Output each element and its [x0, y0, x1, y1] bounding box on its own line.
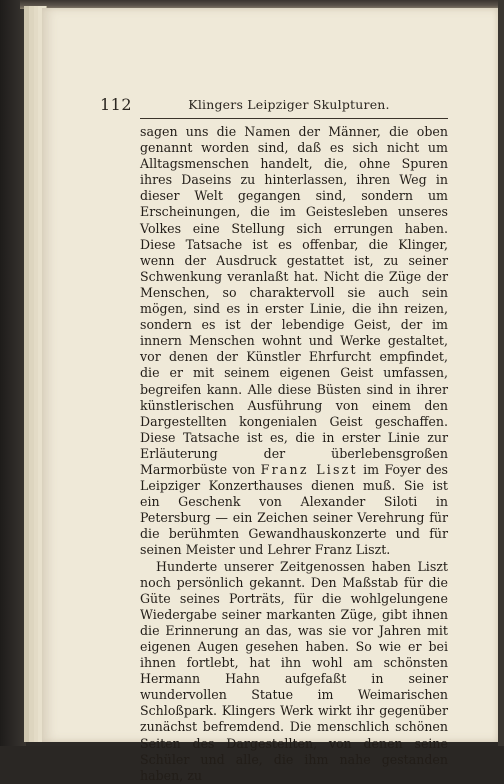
book-cover-right: [498, 0, 504, 746]
spaced-name: Franz Liszt: [260, 461, 358, 477]
running-head: Klingers Leipziger Skulpturen.: [188, 97, 390, 112]
page-number: 112: [100, 95, 133, 114]
body-text: [140, 124, 448, 784]
paragraph: Hunderte unserer Zeitgenossen haben Liszt noch persönlich gekannt. Den Maßstab für die Güte seines Porträts, für die wohlgelungene Wiedergabe seiner markanten Züge, gibt ihnen die Erinnerung an das, was sie vor Jahren mit eigenen Augen gesehen haben. So wie er bei ihnen fortlebt, hat ihn wohl am schönsten Hermann Hahn aufgefaßt in seiner wundervollen Statue im Weimarischen Schloßpark. Klingers Werk wirkt ihr gegenüber zunächst befremdend. Die menschlich schönen Seiten des Dargestellten, von denen seine Schüler und alle, die ihm nahe gestanden haben, zu: [140, 558, 448, 783]
paragraph: [140, 124, 448, 559]
book-cover-left: [0, 0, 26, 746]
header-rule: [140, 118, 448, 119]
paragraph-text: im Foyer des Leipziger Konzerthauses dienen muß. Sie ist ein Geschenk von Alexander Siloti in Petersburg — ein Zeichen seiner Verehrung für die berühmten Gewandhauskonzerte und für seinen Meister und Lehrer Franz Liszt.: [140, 461, 448, 558]
paragraph-text: sagen uns die Namen der Männer, die oben genannt worden sind, daß es sich nicht um Alltagsmenschen handelt, die, ohne Spuren ihres Daseins zu hinterlassen, ihren Weg in dieser Welt gegangen sind, sondern um Erscheinungen, die im Geistesleben unseres Volkes eine Stellung sich errungen haben. Diese Tatsache ist es offenbar, die Klinger, wenn der Ausdruck gestattet ist, zu seiner Schwenkung veranlaßt hat. Nicht die Züge der Menschen, so charaktervoll sie auch sein mögen, sind es in erster Linie, die ihn reizen, sondern es ist der lebendige Geist, der im innern Menschen wohnt und Werke gestaltet, vor denen der Künstler Ehrfurcht empfindet, die er mit seinem eigenen Geist umfassen, begreifen kann. Alle diese Büsten sind in ihrer künstlerischen Ausführung von einem den Dargestellten kongenialen Geist geschaffen. Diese Tatsache ist es, die in erster Linie zur Erläuterung der überlebensgroßen Marmorbüste von: [140, 124, 448, 477]
page-header: [100, 95, 448, 117]
